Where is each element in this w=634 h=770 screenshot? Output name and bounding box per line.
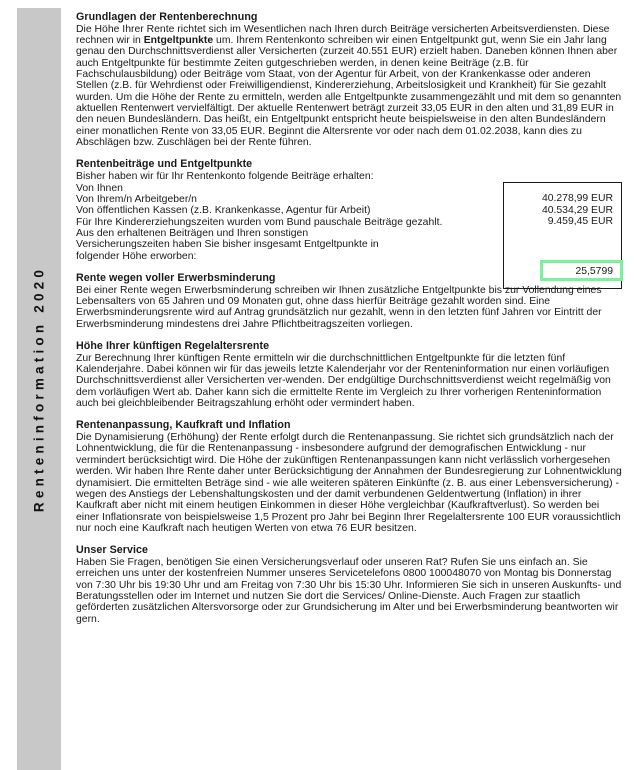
heading-grundlagen: Grundlagen der Rentenberechnung bbox=[76, 11, 258, 23]
amount-value-public-funds-contributions: 9.459,45 EUR bbox=[547, 216, 613, 228]
contributions-note-line-3: Versicherungszeiten haben Sie bisher insgesamt Entgeltpunkte in bbox=[76, 239, 379, 251]
entgeltpunkte-total-value: 25,5799 bbox=[575, 266, 613, 278]
heading-regelaltersrente: Höhe Ihrer künftigen Regelaltersrente bbox=[76, 340, 270, 353]
grundlagen-bold-term: Entgeltpunkte bbox=[143, 35, 214, 47]
heading-rentenanpassung: Rentenanpassung, Kaufkraft und Inflation bbox=[76, 419, 291, 432]
amount-value-employer-contributions: 40.534,29 EUR bbox=[541, 204, 613, 216]
contributions-intro: Bisher haben wir für Ihr Rentenkonto folgende Beiträge erhalten: bbox=[76, 171, 374, 183]
contributions-note-line-2: Aus den erhaltenen Beiträgen und Ihren sonstigen bbox=[76, 227, 309, 239]
amount-value-own-contributions: 40.278,99 EUR bbox=[541, 193, 613, 205]
section-rentenanpassung bbox=[76, 419, 624, 534]
grundlagen-text-part2: um. Ihrem Rentenkonto schreiben wir einen Entgeltpunkt gut, wenn Sie ein Jahr lang genau den Durchschnittsverdienst aller Versicherten (zurzeit 40.551 EUR) erzielt haben. Daneben können Ihnen aber auch Entgeltpunkte für bestimmte Zeiten gutgeschrieben werden, in denen keine Beiträge (z.B. für Fachschulausbildung) oder Beiträge vom Staat, von der Agentur für Arbeit, von der Krankenkasse oder anderen Stellen (z.B. für Wehrdienst oder Freiwilligendienst, Kindererziehung, Arbeitslosigkeit und Krankheit) für Sie gezahlt wurden. Um die Höhe der Rente zu ermitteln, werden alle Entgeltpunkte zusammengezählt und mit dem so genannten aktuellen Rentenwert vervielfältigt. Der aktuelle Rentenwert beträgt zurzeit 33,05 EUR in den alten und 31,89 EUR in den neuen Bundesländern. Das heißt, ein Entgeltpunkt entspricht heute beispielsweise in den alten Bundesländern einer monatlichen Rente von 33,05 EUR. Beginnt die Altersrente vor oder nach dem 01.02.2038, kann dies zu Abschlägen bzw. Zuschlägen bei der Rente führen. bbox=[76, 35, 622, 149]
paragraph-service: Haben Sie Fragen, benötigen Sie einen Versicherungsverlauf oder unseren Rat? Rufen Sie uns einfach an. Sie erreichen uns unter der kostenfreien Nummer unseres Servicetelefons 0800 100048070 von Montag bis Donnerstag von 7:30 Uhr bis 19:30 Uhr und am Freitag von 7:30 Uhr bis 15:30 Uhr. Informieren Sie sich in unseren Auskunfts- und Beratungsstellen oder im Internet und nutzen Sie dort die Services/ Online-Dienste. Auch Fragen zur staatlich geförderten zusätzlichen Altersvorsorge oder zur Grundsicherung im Alter und bei Erwerbsminderung beantworten wir gern. bbox=[76, 556, 622, 625]
contributions-row-label-2: Von öffentlichen Kassen (z.B. Krankenkasse, Agentur für Arbeit) bbox=[76, 205, 371, 217]
grundlagen-text-part1: Die Höhe Ihrer Rente richtet sich im Wesentlichen nach Ihren durch Beiträge versicherten Arbeitsverdiensten. Diese rechnen wir in bbox=[76, 23, 610, 47]
entgeltpunkte-highlight-box bbox=[540, 260, 623, 281]
paragraph-rentenanpassung: Die Dynamisierung (Erhöhung) der Rente erfolgt durch die Rentenanpassung. Sie richtet sich grundsätzlich nach der Lohnentwicklung, die für die Rentenanpassung - insbesondere aufgrund der demografischen Entwicklung - nur vermindert berücksichtigt wird. Die Höhe der zukünftigen Rentenanpassungen kann nicht verlässlich vorhergesehen werden. Wir haben Ihre Rente daher unter Berücksichtigung der Annahmen der Bundesregierung zur Lohnentwicklung dynamisiert. Die ermittelten Beträge sind - wie alle weiteren späteren Einkünfte (z. B. aus einer Lebensversicherung) - wegen des Anstiegs der Lebenshaltungskosten und der damit verbundenen Geldentwertung (Inflation) in ihrer Kaufkraft aber nicht mit einem heutigen Einkommen in dieser Höhe vergleichbar (Kaufkraftverlust). So werden bei einer Inflationsrate von beispielsweise 1,5 Prozent pro Jahr bei Beginn Ihrer Regelaltersrente 100 EUR voraussichtlich nur noch eine Kaufkraft nach heutigen Werten von etwa 76 EUR besitzen. bbox=[76, 432, 622, 534]
heading-rentenbeitraege: Rentenbeiträge und Entgeltpunkte bbox=[76, 158, 253, 171]
section-regelaltersrente bbox=[76, 340, 624, 409]
heading-service: Unser Service bbox=[76, 544, 148, 557]
paragraph-regelaltersrente: Zur Berechnung Ihrer künftigen Rente ermitteln wir die durchschnittlichen Entgeltpunkte für die letzten fünf Kalenderjahre. Dabei können wir für das jeweils letzte Kalenderjahr vor der Renteninformation nur einen vorläufigen Durchschnittsverdienst aller Versicherten ver-wenden. Der endgültige Durchschnittsverdienst weicht regelmäßig von dem vorläufigen Wert ab. Daher kann sich die ermittelte Rente im Vergleich zu Ihrer vorherigen Renteninformation auch bei gleichbleibender Beitragszahlung erhöht oder vermindert haben. bbox=[76, 352, 611, 410]
document-title-vertical: Renteninformation 2020 bbox=[31, 265, 47, 513]
amounts-box bbox=[503, 182, 622, 289]
paragraph-erwerbsminderung: Bei einer Rente wegen Erwerbsminderung schreiben wir Ihnen zusätzliche Entgeltpunkte bis zur Vollendung eines Lebensalters von 65 Jahren und 09 Monaten gut, ohne dass hierfür Beiträge gezahlt worden sind. Eine Erwerbsminderungsrente wird auf Antrag grundsätzlich nur gezahlt, wenn in den letzten fünf Jahren vor Eintritt der Erwerbsminderung mindestens drei Jahre Pflichtbeitragszeiten vorliegen. bbox=[76, 284, 602, 330]
contributions-row-label-0: Von Ihnen bbox=[76, 182, 123, 194]
contributions-row-label-1: Von Ihrem/n Arbeitgeber/n bbox=[76, 193, 197, 205]
heading-erwerbsminderung: Rente wegen voller Erwerbsminderung bbox=[76, 271, 276, 284]
contributions-note-line-4: folgender Höhe erworben: bbox=[76, 250, 197, 262]
vertical-sidebar-band bbox=[17, 8, 61, 770]
section-grundlagen bbox=[76, 11, 624, 148]
contributions-note-line-1: Für Ihre Kindererziehungszeiten wurden vom Bund pauschale Beiträge gezahlt. bbox=[76, 216, 443, 228]
section-service bbox=[76, 544, 624, 625]
paragraph-grundlagen bbox=[76, 24, 624, 149]
document-content bbox=[76, 11, 624, 635]
